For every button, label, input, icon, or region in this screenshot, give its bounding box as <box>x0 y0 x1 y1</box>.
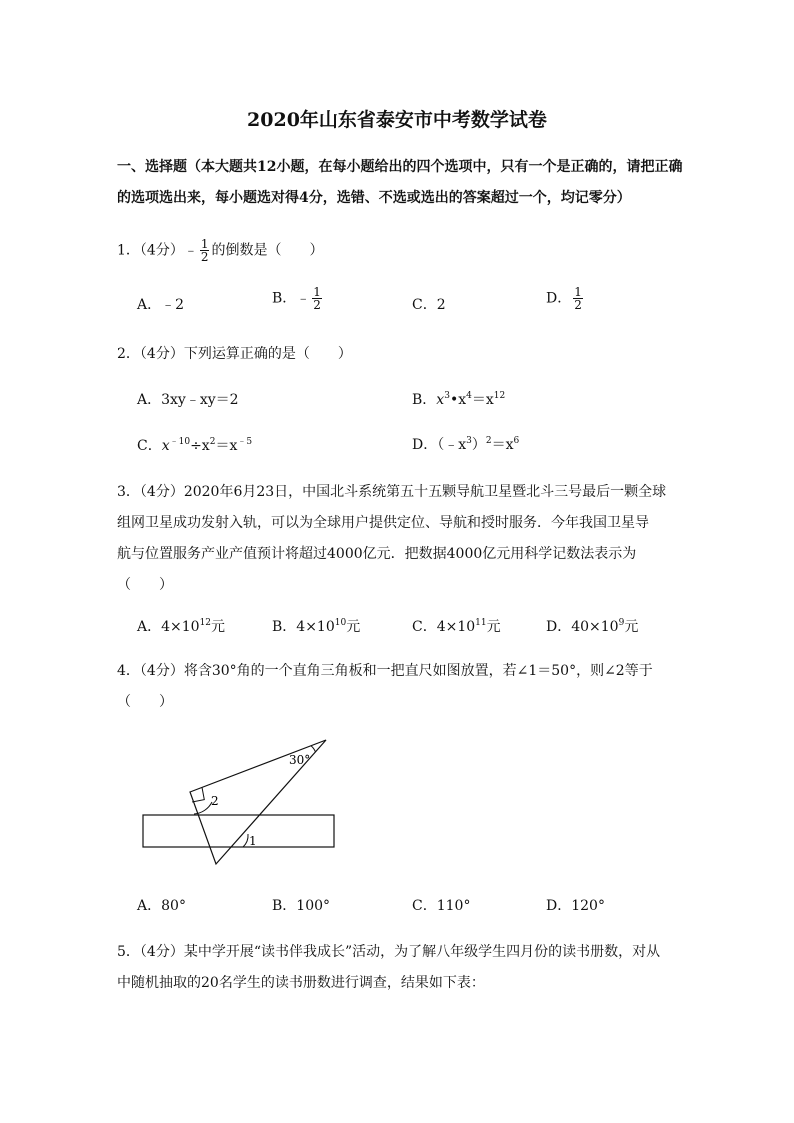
question-1 <box>117 238 323 263</box>
q2-b-e3: 12 <box>493 391 506 401</box>
q4-option-a-label: A． <box>137 898 162 914</box>
q2-option-a <box>137 389 239 409</box>
q2-d-e2: 2 <box>485 436 492 446</box>
q2-c-e3: ﹣5 <box>237 437 253 447</box>
q2-b-e1: 3 <box>444 391 450 401</box>
q3-a-base: 4×10 <box>161 619 200 635</box>
q4-option-b-label: B． <box>272 898 297 914</box>
q2-c-eq: ＝x <box>215 438 238 454</box>
angle-30-arc <box>311 746 316 752</box>
q2-option-c <box>137 434 252 455</box>
q3-option-a <box>137 616 225 636</box>
page-title: 2020年山东省泰安市中考数学试卷 <box>247 109 547 131</box>
q4-option-b <box>272 895 330 915</box>
question-1-text: 的倒数是（ ） <box>211 242 324 259</box>
q2-c-div: ÷x <box>190 438 210 454</box>
question-5-line-1: 5．（4分）某中学开展“读书伴我成长”活动，为了解八年级学生四月份的读书册数，对从 <box>117 944 661 960</box>
right-angle-mark <box>192 787 204 802</box>
q2-option-a-value: 3xy﹣xy＝2 <box>161 392 239 408</box>
q4-option-d-value: 120° <box>571 898 605 914</box>
q3-c-unit: 元 <box>486 619 501 635</box>
q1-option-d-fraction <box>573 286 583 311</box>
q2-b-x1: x <box>436 392 445 408</box>
q3-option-c-label: C． <box>412 619 437 635</box>
q3-b-base: 4×10 <box>296 619 335 635</box>
q2-option-d <box>412 434 519 454</box>
q1-option-d-den: 2 <box>574 298 582 312</box>
q2-d-base: （﹣x <box>437 437 467 453</box>
q1-option-d-num: 1 <box>574 285 582 299</box>
angle-30-label: 30° <box>289 753 311 767</box>
q2-b-e2: 4 <box>466 391 472 401</box>
section-heading: 一、选择题（本大题共12小题，在每小题给出的四个选项中，只有一个是正确的，请把正确的选项选出来，每小题选对得4分，选错、不选或选出的答案超过一个，均记零分） <box>117 159 683 206</box>
angle-2-label: 2 <box>211 794 219 808</box>
q2-d-close: ） <box>471 437 486 453</box>
q2-option-a-label: A． <box>137 392 162 408</box>
q3-a-unit: 元 <box>211 619 226 635</box>
question-1-fraction <box>200 238 210 263</box>
q2-option-d-label: D． <box>412 437 438 453</box>
question-1-neg: ﹣ <box>183 242 198 259</box>
q3-b-exp: 10 <box>334 618 347 628</box>
q3-option-b-label: B． <box>272 619 297 635</box>
q2-option-b <box>412 389 505 409</box>
q2-c-e1: ﹣10 <box>169 437 191 447</box>
q1-option-d <box>546 286 585 311</box>
q2-d-eq: ＝x <box>491 437 514 453</box>
q2-b-eq: ＝x <box>471 392 494 408</box>
q3-option-d-label: D． <box>546 619 572 635</box>
question-3-line-1: 3．（4分）2020年6月23日，中国北斗系统第五十五颗导航卫星暨北斗三号最后一颗全球 <box>117 484 667 500</box>
q4-option-c-label: C． <box>412 898 437 914</box>
question-4-line-2: （ ） <box>117 694 173 710</box>
q1-option-a <box>137 294 184 314</box>
q1-option-b-fraction <box>312 286 322 311</box>
q3-a-exp: 12 <box>199 618 212 628</box>
question-2-number: 2．（4分） <box>117 346 184 362</box>
q3-d-base: 40×10 <box>571 619 619 635</box>
q2-d-e3: 6 <box>513 436 520 446</box>
question-5-line-2: 中随机抽取的20名学生的读书册数进行调查，结果如下表： <box>117 975 485 991</box>
ruler-rect <box>143 815 334 847</box>
question-2 <box>117 343 352 363</box>
q3-option-c <box>412 616 501 636</box>
angle-1-label: 1 <box>249 834 257 848</box>
q2-option-b-label: B． <box>412 392 437 408</box>
q1-option-d-label: D． <box>546 290 572 307</box>
question-1-frac-den: 2 <box>200 250 209 264</box>
q4-option-d <box>546 895 605 915</box>
question-3-line-3: 航与位置服务产业产值预计将超过4000亿元．把数据4000亿元用科学记数法表示为 <box>117 546 637 562</box>
q1-option-c-value: 2 <box>436 297 446 313</box>
q2-c-x1: x <box>161 438 170 454</box>
q4-option-c-value: 110° <box>436 898 471 914</box>
q1-option-b-neg: ﹣ <box>296 290 311 307</box>
triangle-ruler-figure <box>130 730 350 875</box>
question-1-number: 1．（4分） <box>117 242 184 259</box>
q1-option-a-value: ﹣2 <box>161 297 185 313</box>
q2-b-dot: •x <box>449 392 467 408</box>
question-4-line-1: 4．（4分）将含30°角的一个直角三角板和一把直尺如图放置，若∠1＝50°，则∠2等于 <box>117 663 653 679</box>
q3-c-base: 4×10 <box>436 619 476 635</box>
q1-option-b-num: 1 <box>313 285 321 299</box>
q1-option-b-label: B． <box>272 290 297 307</box>
q3-d-exp: 9 <box>618 618 625 628</box>
q1-option-b-den: 2 <box>313 298 321 312</box>
q2-c-e2: 2 <box>209 437 216 447</box>
q3-d-unit: 元 <box>624 619 639 635</box>
q4-option-d-label: D． <box>546 898 572 914</box>
q4-option-a <box>137 895 186 915</box>
angle-1-arc <box>243 834 248 847</box>
q3-c-exp: 11 <box>475 618 487 628</box>
q2-option-c-label: C． <box>137 438 162 454</box>
q3-option-a-label: A． <box>137 619 162 635</box>
q3-option-d <box>546 616 638 636</box>
question-1-frac-num: 1 <box>200 237 209 251</box>
q3-option-b <box>272 616 360 636</box>
q4-option-c <box>412 895 470 915</box>
q1-option-a-label: A． <box>137 297 162 313</box>
q1-option-b <box>272 286 324 311</box>
q1-option-c-label: C． <box>412 297 437 313</box>
q2-d-e1: 3 <box>466 436 472 446</box>
q3-b-unit: 元 <box>346 619 361 635</box>
question-2-text: 下列运算正确的是（ ） <box>183 346 352 362</box>
q4-option-a-value: 80° <box>161 898 186 914</box>
q1-option-c <box>412 294 446 314</box>
question-3-line-4: （ ） <box>117 577 173 593</box>
q4-option-b-value: 100° <box>296 898 331 914</box>
question-3-line-2: 组网卫星成功发射入轨，可以为全球用户提供定位、导航和授时服务．今年我国卫星导 <box>117 515 649 531</box>
